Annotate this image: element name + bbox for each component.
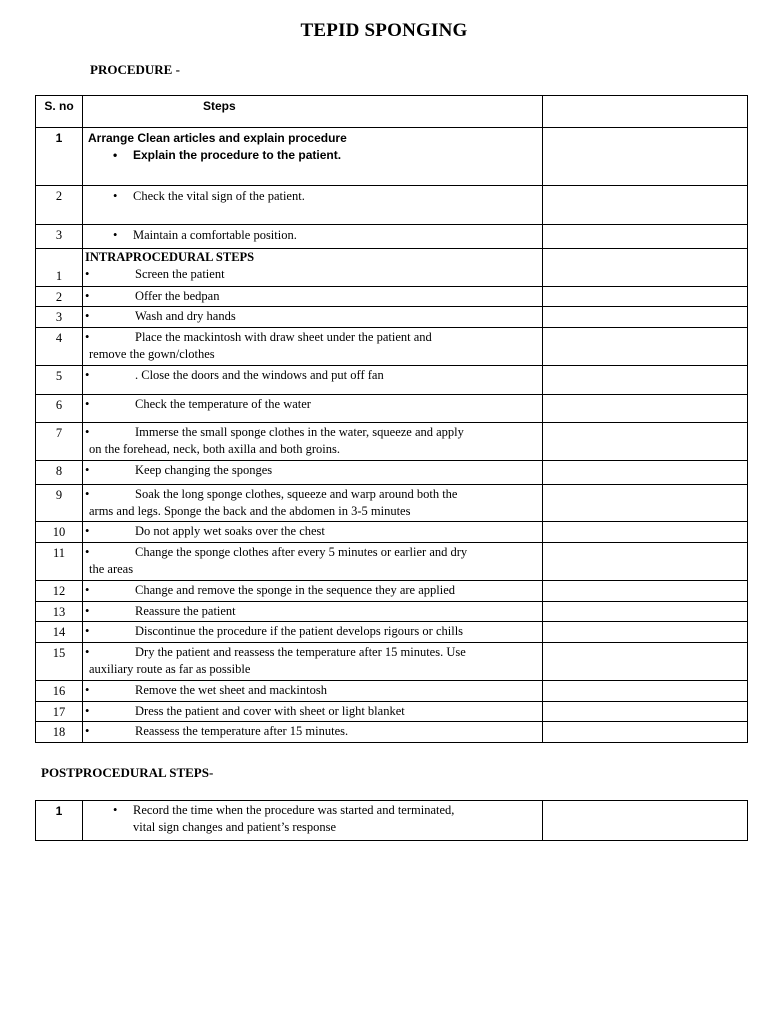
step-text: Immerse the small sponge clothes in the water, squeeze and apply <box>135 425 464 439</box>
step-number: 6 <box>36 395 83 423</box>
remarks-cell <box>543 522 748 543</box>
step-text: Keep changing the sponges <box>135 463 273 477</box>
table-row <box>36 366 748 395</box>
step-heading: Arrange Clean articles and explain procedure <box>88 131 347 145</box>
remarks-cell <box>543 328 748 366</box>
table-row <box>36 722 748 743</box>
remarks-cell <box>543 423 748 461</box>
remarks-cell <box>543 395 748 423</box>
bullet-icon: • <box>85 463 90 477</box>
bullet-icon: • <box>85 309 90 323</box>
step-text-continued: auxiliary route as far as possible <box>89 662 251 676</box>
step-number: 2 <box>36 287 83 307</box>
remarks-cell <box>543 186 748 225</box>
step-text: Change and remove the sponge in the sequence they are applied <box>135 583 456 597</box>
step-text: Check the vital sign of the patient. <box>133 189 305 203</box>
bullet-icon: • <box>85 425 90 439</box>
step-number: 11 <box>36 543 83 581</box>
remarks-cell <box>543 702 748 722</box>
remarks-cell <box>543 622 748 643</box>
bullet-icon: • <box>85 330 90 344</box>
remarks-cell <box>543 307 748 328</box>
bullet-icon: • <box>85 624 90 638</box>
intraprocedural-label: INTRAPROCEDURAL STEPS <box>85 250 255 264</box>
table-row <box>36 225 748 249</box>
step-text: Wash and dry hands <box>135 309 236 323</box>
step-text: Record the time when the procedure was started and terminated, <box>133 803 455 817</box>
step-number: 14 <box>36 622 83 643</box>
step-text: . Close the doors and the windows and put off fan <box>135 368 384 382</box>
step-number: 2 <box>36 186 83 225</box>
postprocedural-label: POSTPROCEDURAL STEPS- <box>41 765 214 780</box>
remarks-cell <box>543 287 748 307</box>
remarks-header <box>543 96 748 128</box>
step-text: Reassess the temperature after 15 minutes. <box>135 724 349 738</box>
bullet-icon: • <box>85 545 90 559</box>
bullet-icon: • <box>85 583 90 597</box>
step-text: Explain the procedure to the patient. <box>133 148 342 162</box>
step-text: Remove the wet sheet and mackintosh <box>135 683 327 697</box>
table-row <box>36 128 748 186</box>
step-number: 4 <box>36 328 83 366</box>
bullet-icon: • <box>85 724 90 738</box>
remarks-cell <box>543 602 748 622</box>
bullet-icon: • <box>85 524 90 538</box>
table-row <box>36 702 748 722</box>
step-text-continued: arms and legs. Sponge the back and the abdomen in 3-5 minutes <box>89 504 411 518</box>
step-text: Offer the bedpan <box>135 289 220 303</box>
step-text-continued: the areas <box>89 562 134 576</box>
step-text: Reassure the patient <box>135 604 236 618</box>
remarks-cell <box>543 128 748 186</box>
step-number: 12 <box>36 581 83 602</box>
table-row <box>36 485 748 522</box>
table-row <box>36 643 748 681</box>
step-number: 1 <box>36 249 83 287</box>
document-title: TEPID SPONGING <box>300 20 468 41</box>
remarks-cell <box>543 681 748 702</box>
bullet-icon: • <box>85 645 90 659</box>
procedure-table <box>35 95 748 743</box>
bullet-icon: • <box>85 267 90 281</box>
table-row <box>36 461 748 485</box>
remarks-cell <box>543 801 748 841</box>
step-number: 1 <box>36 801 83 841</box>
bullet-icon: • <box>85 704 90 718</box>
remarks-cell <box>543 485 748 522</box>
step-number: 15 <box>36 643 83 681</box>
table-row <box>36 186 748 225</box>
table-row <box>36 307 748 328</box>
procedure-label: PROCEDURE - <box>90 62 180 77</box>
sno-header: S. no <box>36 96 83 128</box>
table-row <box>36 602 748 622</box>
step-text-continued: vital sign changes and patient’s response <box>133 820 337 834</box>
step-number: 17 <box>36 702 83 722</box>
remarks-cell <box>543 225 748 249</box>
step-number: 7 <box>36 423 83 461</box>
table-row <box>36 801 748 841</box>
step-text: Screen the patient <box>135 267 225 281</box>
remarks-cell <box>543 366 748 395</box>
bullet-icon: • <box>113 228 118 242</box>
step-number: 18 <box>36 722 83 743</box>
table-row <box>36 328 748 366</box>
bullet-icon: • <box>113 803 118 817</box>
step-text: Change the sponge clothes after every 5 minutes or earlier and dry <box>135 545 468 559</box>
step-text: Discontinue the procedure if the patient develops rigours or chills <box>135 624 464 638</box>
step-number: 8 <box>36 461 83 485</box>
bullet-icon: • <box>113 189 118 203</box>
step-number: 9 <box>36 485 83 522</box>
remarks-cell <box>543 543 748 581</box>
postprocedural-table <box>35 800 748 841</box>
step-text: Maintain a comfortable position. <box>133 228 297 242</box>
step-text: Dry the patient and reassess the temperature after 15 minutes. Use <box>135 645 466 659</box>
remarks-cell <box>543 249 748 287</box>
step-number: 13 <box>36 602 83 622</box>
step-number: 1 <box>36 128 83 186</box>
table-row <box>36 581 748 602</box>
step-number: 3 <box>36 307 83 328</box>
step-text-continued: on the forehead, neck, both axilla and both groins. <box>89 442 340 456</box>
remarks-cell <box>543 722 748 743</box>
steps-header: Steps <box>83 96 543 128</box>
step-number: 16 <box>36 681 83 702</box>
bullet-icon: • <box>85 289 90 303</box>
bullet-icon: • <box>85 604 90 618</box>
step-text: Do not apply wet soaks over the chest <box>135 524 325 538</box>
table-row <box>36 395 748 423</box>
bullet-icon: • <box>113 148 118 162</box>
step-text: Soak the long sponge clothes, squeeze and warp around both the <box>135 487 458 501</box>
table-header-row <box>36 96 748 128</box>
remarks-cell <box>543 581 748 602</box>
table-row <box>36 681 748 702</box>
step-number: 5 <box>36 366 83 395</box>
table-row <box>36 543 748 581</box>
table-row <box>36 522 748 543</box>
bullet-icon: • <box>85 368 90 382</box>
table-row <box>36 423 748 461</box>
step-text: Check the temperature of the water <box>135 397 311 411</box>
step-number: 3 <box>36 225 83 249</box>
step-text: Place the mackintosh with draw sheet under the patient and <box>135 330 432 344</box>
bullet-icon: • <box>85 487 90 501</box>
table-row <box>36 287 748 307</box>
step-text-continued: remove the gown/clothes <box>89 347 215 361</box>
table-row <box>36 249 748 287</box>
step-text: Dress the patient and cover with sheet or light blanket <box>135 704 405 718</box>
table-row <box>36 622 748 643</box>
bullet-icon: • <box>85 397 90 411</box>
remarks-cell <box>543 461 748 485</box>
bullet-icon: • <box>85 683 90 697</box>
step-number: 10 <box>36 522 83 543</box>
remarks-cell <box>543 643 748 681</box>
